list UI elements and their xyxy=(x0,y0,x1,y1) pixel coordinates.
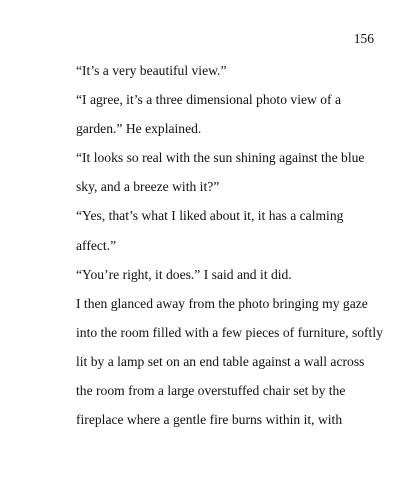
text-line: “Yes, that’s what I liked about it, it has a calming xyxy=(76,208,344,224)
text-line: affect.” xyxy=(76,237,117,253)
text-line: sky, and a breeze with it?” xyxy=(76,179,220,195)
body-text xyxy=(76,56,396,434)
text-line: the room from a large overstuffed chair set by the xyxy=(76,383,346,399)
text-line: “It looks so real with the sun shining against the blue xyxy=(76,150,365,166)
text-line: fireplace where a gentle fire burns within it, with xyxy=(76,412,343,428)
text-line: “You’re right, it does.” I said and it did. xyxy=(76,266,292,282)
text-line: garden.” He explained. xyxy=(76,121,202,137)
text-line: lit by a lamp set on an end table against a wall across xyxy=(76,353,365,369)
text-line: “I agree, it’s a three dimensional photo view of a xyxy=(76,92,341,108)
text-line: I then glanced away from the photo bringing my gaze xyxy=(76,295,368,311)
page-number: 156 xyxy=(353,31,374,46)
text-line: “It’s a very beautiful view.” xyxy=(76,63,227,78)
text-line: into the room filled with a few pieces of furniture, softly xyxy=(76,324,383,340)
